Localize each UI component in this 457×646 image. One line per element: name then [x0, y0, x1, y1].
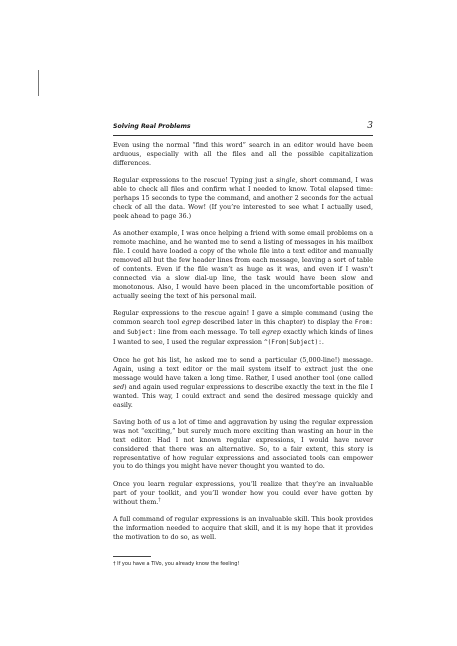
paragraph-1: Even using the normal “find this word” search in an editor would have been arduous, especially with all the files and all the possible capitalization differences.	[113, 141, 373, 167]
footnote: † If you have a TiVo, you already know the feeling!	[113, 561, 240, 567]
code-subject: Subject:	[127, 328, 157, 336]
paragraph-4: Regular expressions to the rescue again! I gave a simple command (using the common search tool egrep described later in this chapter) to display the From: and Subject: line from each message. To tell egrep exactly which kinds of lines I wanted to see, I used the regular expression ^(From|Subject):.	[113, 308, 373, 346]
body-text	[113, 141, 373, 550]
paragraph-7: Once you learn regular expressions, you’ll realize that they’re an invaluable part of your toolkit, and you’ll wonder how you could ever have gotten by without them.†	[113, 479, 373, 506]
running-head: Solving Real Problems	[113, 123, 191, 130]
code-from: From:	[354, 318, 373, 326]
paragraph-5: Once he got his list, he asked me to send a particular (5,000-line!) message. Again, using a text editor or the mail system itself to extract just the one message would have taken a long time. Rather, I used another tool (one called sed) and again used regular expressions to describe exactly the text in the file I wanted. This way, I could extract and send the desired message quickly and easily.	[113, 355, 373, 409]
margin-rule	[38, 70, 39, 96]
emphasis-single: single,	[276, 176, 298, 185]
paragraph-8: A full command of regular expressions is an invaluable skill. This book provides the information needed to acquire that skill, and it is my hope that it provides the motivation to do so, as well.	[113, 514, 373, 541]
tool-name-egrep: egrep	[181, 317, 201, 326]
paragraph-2: Regular expressions to the rescue! Typing just a single, short command, I was able to check all files and confirm what I needed to know. Total elapsed time: perhaps 15 seconds to type the command, and another 2 seconds for the actual check of all the data. Wow! (If you’re interested to see what I actually used, peek ahead to page 36.)	[113, 176, 373, 220]
tool-name-sed: sed	[113, 382, 125, 391]
page-number: 3	[367, 121, 373, 131]
tool-name-egrep: egrep	[262, 327, 281, 336]
header-rule	[113, 135, 373, 136]
page-header	[113, 123, 373, 135]
footnote-marker: †	[158, 497, 161, 503]
regex-code: ^(From|Subject):	[264, 338, 322, 346]
paragraph-3: As another example, I was once helping a friend with some email problems on a remote machine, and he wanted me to send a listing of messages in his mailbox file. I could have loaded a copy of the whole file into a text editor and manually removed all but the few header lines from each message, leaving a sort of table of contents. Even if the file wasn’t as huge as it was, and even if I wasn’t connected via a slow dial-up line, the task would have been slow and monotonous. Also, I would have been placed in the uncomfortable position of actually seeing the text of his personal mail.	[113, 229, 373, 300]
footnote-rule	[113, 556, 151, 557]
paragraph-6: Saving both of us a lot of time and aggravation by using the regular expression was not “exciting,” but surely much more exciting than wasting an hour in the text editor. Had I not known regular expressions, I would have never considered that there was an alternative. So, to a fair extent, this story is representative of how regular expressions and associated tools can empower you to do things you might have never thought you wanted to do.	[113, 417, 373, 471]
